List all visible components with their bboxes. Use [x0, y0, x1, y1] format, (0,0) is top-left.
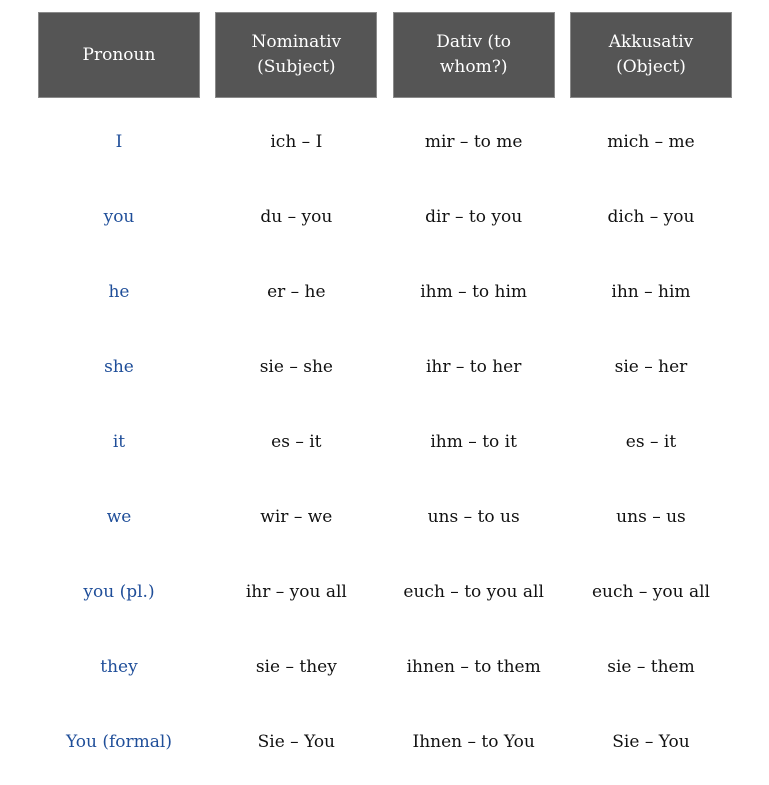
table-row: [38, 554, 732, 629]
table-row: [38, 254, 732, 329]
header-line: Dativ (to: [436, 32, 512, 52]
header-line: whom?): [439, 57, 508, 77]
akkusativ-cell: dich – you: [607, 206, 695, 227]
table-row: [38, 179, 732, 254]
pronoun-cell: he: [108, 281, 130, 302]
table-row: [38, 404, 732, 479]
pronoun-cell: she: [104, 356, 134, 377]
header-line: Nominativ: [251, 32, 342, 52]
dativ-cell: dir – to you: [425, 206, 523, 227]
dativ-cell: ihnen – to them: [406, 656, 541, 677]
nominativ-cell: sie – they: [255, 656, 337, 677]
nominativ-cell: du – you: [260, 206, 333, 227]
akkusativ-cell: euch – you all: [591, 581, 710, 602]
table-row: [38, 629, 732, 704]
dativ-cell: uns – to us: [427, 506, 520, 527]
pronoun-cell: I: [115, 131, 123, 152]
akkusativ-cell: sie – her: [614, 356, 688, 377]
nominativ-cell: er – he: [267, 281, 326, 302]
nominativ-cell: ihr – you all: [245, 581, 347, 602]
nominativ-cell: es – it: [271, 431, 322, 452]
pronoun-cell: it: [112, 431, 126, 452]
header-pronoun: [38, 12, 200, 98]
header-line: (Object): [616, 57, 686, 77]
akkusativ-cell: Sie – You: [612, 731, 690, 752]
table-row: [38, 704, 732, 779]
pronoun-cell: we: [106, 506, 132, 527]
header-line: Akkusativ: [608, 32, 694, 52]
akkusativ-cell: mich – me: [607, 131, 695, 152]
table-header-row: [38, 12, 732, 100]
pronoun-cell: you (pl.): [83, 581, 155, 602]
header-dativ: [393, 12, 555, 98]
table-row: [38, 104, 732, 179]
header-akkusativ: [570, 12, 732, 98]
akkusativ-cell: uns – us: [616, 506, 686, 527]
dativ-cell: ihm – to it: [430, 431, 517, 452]
nominativ-cell: ich – I: [270, 131, 323, 152]
dativ-cell: Ihnen – to You: [412, 731, 535, 752]
pronoun-table: [38, 12, 732, 779]
table-body: [38, 104, 732, 779]
table-row: [38, 329, 732, 404]
nominativ-cell: Sie – You: [257, 731, 336, 752]
header-line: (Subject): [257, 57, 336, 77]
header-line: Pronoun: [82, 44, 156, 65]
akkusativ-cell: ihn – him: [611, 281, 691, 302]
akkusativ-cell: sie – them: [607, 656, 695, 677]
pronoun-cell: You (formal): [66, 731, 172, 752]
nominativ-cell: sie – she: [259, 356, 333, 377]
pronoun-cell: you: [103, 206, 135, 227]
akkusativ-cell: es – it: [625, 431, 677, 452]
dativ-cell: mir – to me: [424, 131, 523, 152]
table-row: [38, 479, 732, 554]
dativ-cell: euch – to you all: [403, 581, 544, 602]
nominativ-cell: wir – we: [260, 506, 333, 527]
header-nominativ: [215, 12, 377, 98]
dativ-cell: ihm – to him: [420, 281, 528, 302]
dativ-cell: ihr – to her: [425, 356, 522, 377]
pronoun-cell: they: [100, 656, 138, 677]
